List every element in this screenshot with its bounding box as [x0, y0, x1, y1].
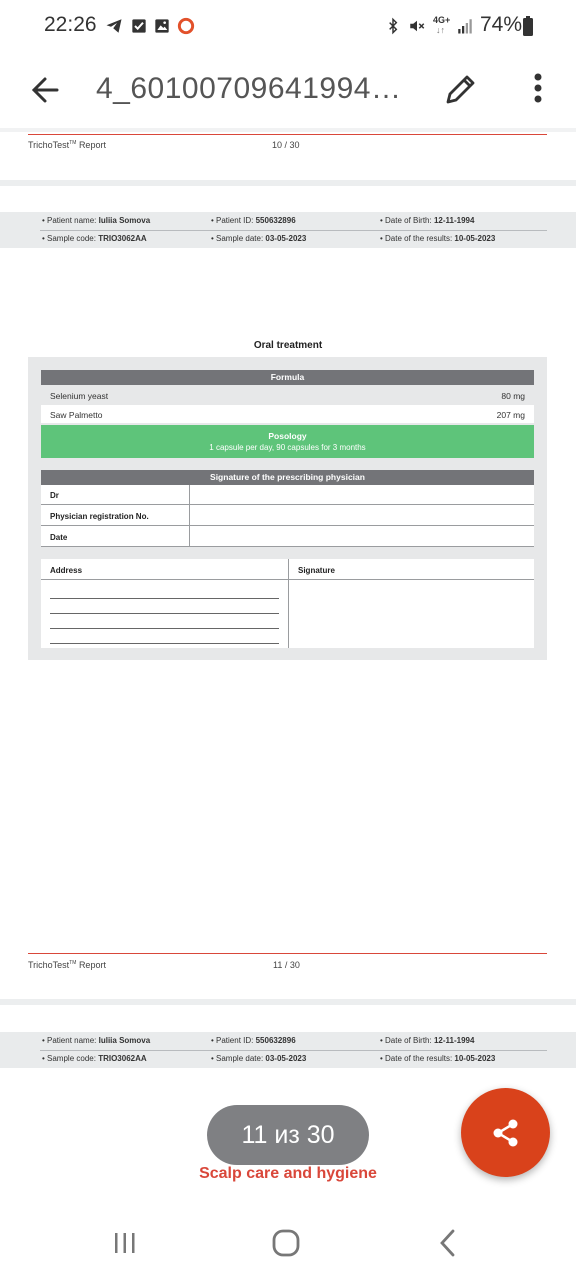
page11-footer-brand: TrichoTest™ Report	[28, 960, 106, 970]
mute-icon	[407, 16, 427, 36]
address-line	[50, 628, 279, 629]
checkbox-icon	[129, 16, 149, 36]
bluetooth-icon	[383, 16, 403, 36]
patient-id-field: • Patient ID: 550632896	[211, 1036, 296, 1045]
page-separator	[0, 999, 576, 1005]
signature-header: Signature of the prescribing physician	[41, 470, 534, 485]
page11-number: 11 / 30	[273, 960, 300, 970]
home-icon[interactable]	[270, 1227, 302, 1259]
patient-id-field: • Patient ID: 550632896	[211, 216, 296, 225]
address-label: Address	[50, 566, 83, 575]
formula-name: Saw Palmetto	[50, 410, 103, 420]
patient-name-field: • Patient name: Iuliia Somova	[42, 1036, 151, 1045]
table-divider	[189, 485, 190, 547]
recent-apps-icon[interactable]	[110, 1229, 140, 1257]
signature-label: Signature	[298, 566, 335, 575]
gallery-icon	[152, 16, 172, 36]
page-separator	[0, 180, 576, 186]
sample-date-field: • Sample date: 03-05-2023	[211, 1054, 307, 1063]
patient-info-row-1	[40, 212, 547, 230]
address-line	[50, 613, 279, 614]
patient-info-row-2	[40, 230, 547, 248]
signature-row-label: Dr	[50, 491, 59, 500]
signal-icon	[455, 16, 475, 36]
document-title: 4_60100709641994…	[96, 72, 402, 105]
footer-rule	[28, 953, 547, 954]
edit-pencil-icon[interactable]	[440, 68, 482, 110]
dob-field: • Date of Birth: 12-11-1994	[380, 216, 475, 225]
results-date-field: • Date of the results: 10-05-2023	[380, 1054, 496, 1063]
posology-title: Posology	[268, 431, 307, 441]
network-label: 4G+	[433, 15, 451, 25]
battery-icon	[518, 16, 538, 36]
oral-treatment-title: Oral treatment	[253, 340, 323, 351]
battery-percent: 74%	[480, 13, 523, 36]
status-bar	[0, 0, 576, 52]
back-nav-icon[interactable]	[434, 1227, 462, 1259]
page-indicator: 11 из 30	[207, 1105, 369, 1165]
share-icon	[489, 1116, 523, 1150]
posology-box	[41, 425, 534, 458]
sample-code-field: • Sample code: TRIO3062AA	[42, 1054, 147, 1063]
next-section-title: Scalp care and hygiene	[199, 1165, 377, 1182]
page10-footer-brand: TrichoTest™ Report	[28, 140, 106, 150]
results-date-field: • Date of the results: 10-05-2023	[380, 234, 496, 243]
app-bar	[0, 52, 576, 128]
sample-code-field: • Sample code: TRIO3062AA	[42, 234, 147, 243]
signature-row-label: Date	[50, 533, 68, 542]
dob-field: • Date of Birth: 12-11-1994	[380, 1036, 475, 1045]
page-separator	[0, 128, 576, 132]
data-arrows-icon: ↓↑	[436, 25, 445, 35]
signature-row-dr	[41, 485, 534, 505]
patient-name-field: • Patient name: Iuliia Somova	[42, 216, 151, 225]
formula-header: Formula	[41, 370, 534, 385]
navigation-bar	[0, 1205, 576, 1280]
share-button[interactable]	[461, 1088, 550, 1177]
status-time: 22:26	[44, 13, 97, 36]
telegram-icon	[104, 16, 124, 36]
posology-text: 1 capsule per day, 90 capsules for 3 months	[209, 443, 366, 452]
more-vertical-icon[interactable]	[528, 72, 548, 108]
signature-row-label: Physician registration No.	[50, 512, 149, 521]
formula-dose: 80 mg	[501, 391, 525, 401]
address-line	[50, 643, 279, 644]
table-divider	[288, 559, 289, 648]
footer-rule	[28, 134, 547, 135]
sample-date-field: • Sample date: 03-05-2023	[211, 234, 307, 243]
formula-row	[41, 405, 534, 423]
address-line	[50, 598, 279, 599]
signature-table	[41, 485, 534, 547]
signature-row-registration	[41, 506, 534, 526]
page10-number: 10 / 30	[272, 140, 300, 150]
patient-info-row-1	[40, 1032, 547, 1050]
formula-name: Selenium yeast	[50, 391, 109, 401]
circle-notification-icon	[176, 16, 196, 36]
formula-row	[41, 386, 534, 404]
formula-dose: 207 mg	[496, 410, 525, 420]
back-arrow-icon[interactable]	[26, 70, 66, 110]
address-signature-box	[41, 559, 534, 648]
patient-info-row-2	[40, 1050, 547, 1068]
signature-row-date	[41, 527, 534, 547]
